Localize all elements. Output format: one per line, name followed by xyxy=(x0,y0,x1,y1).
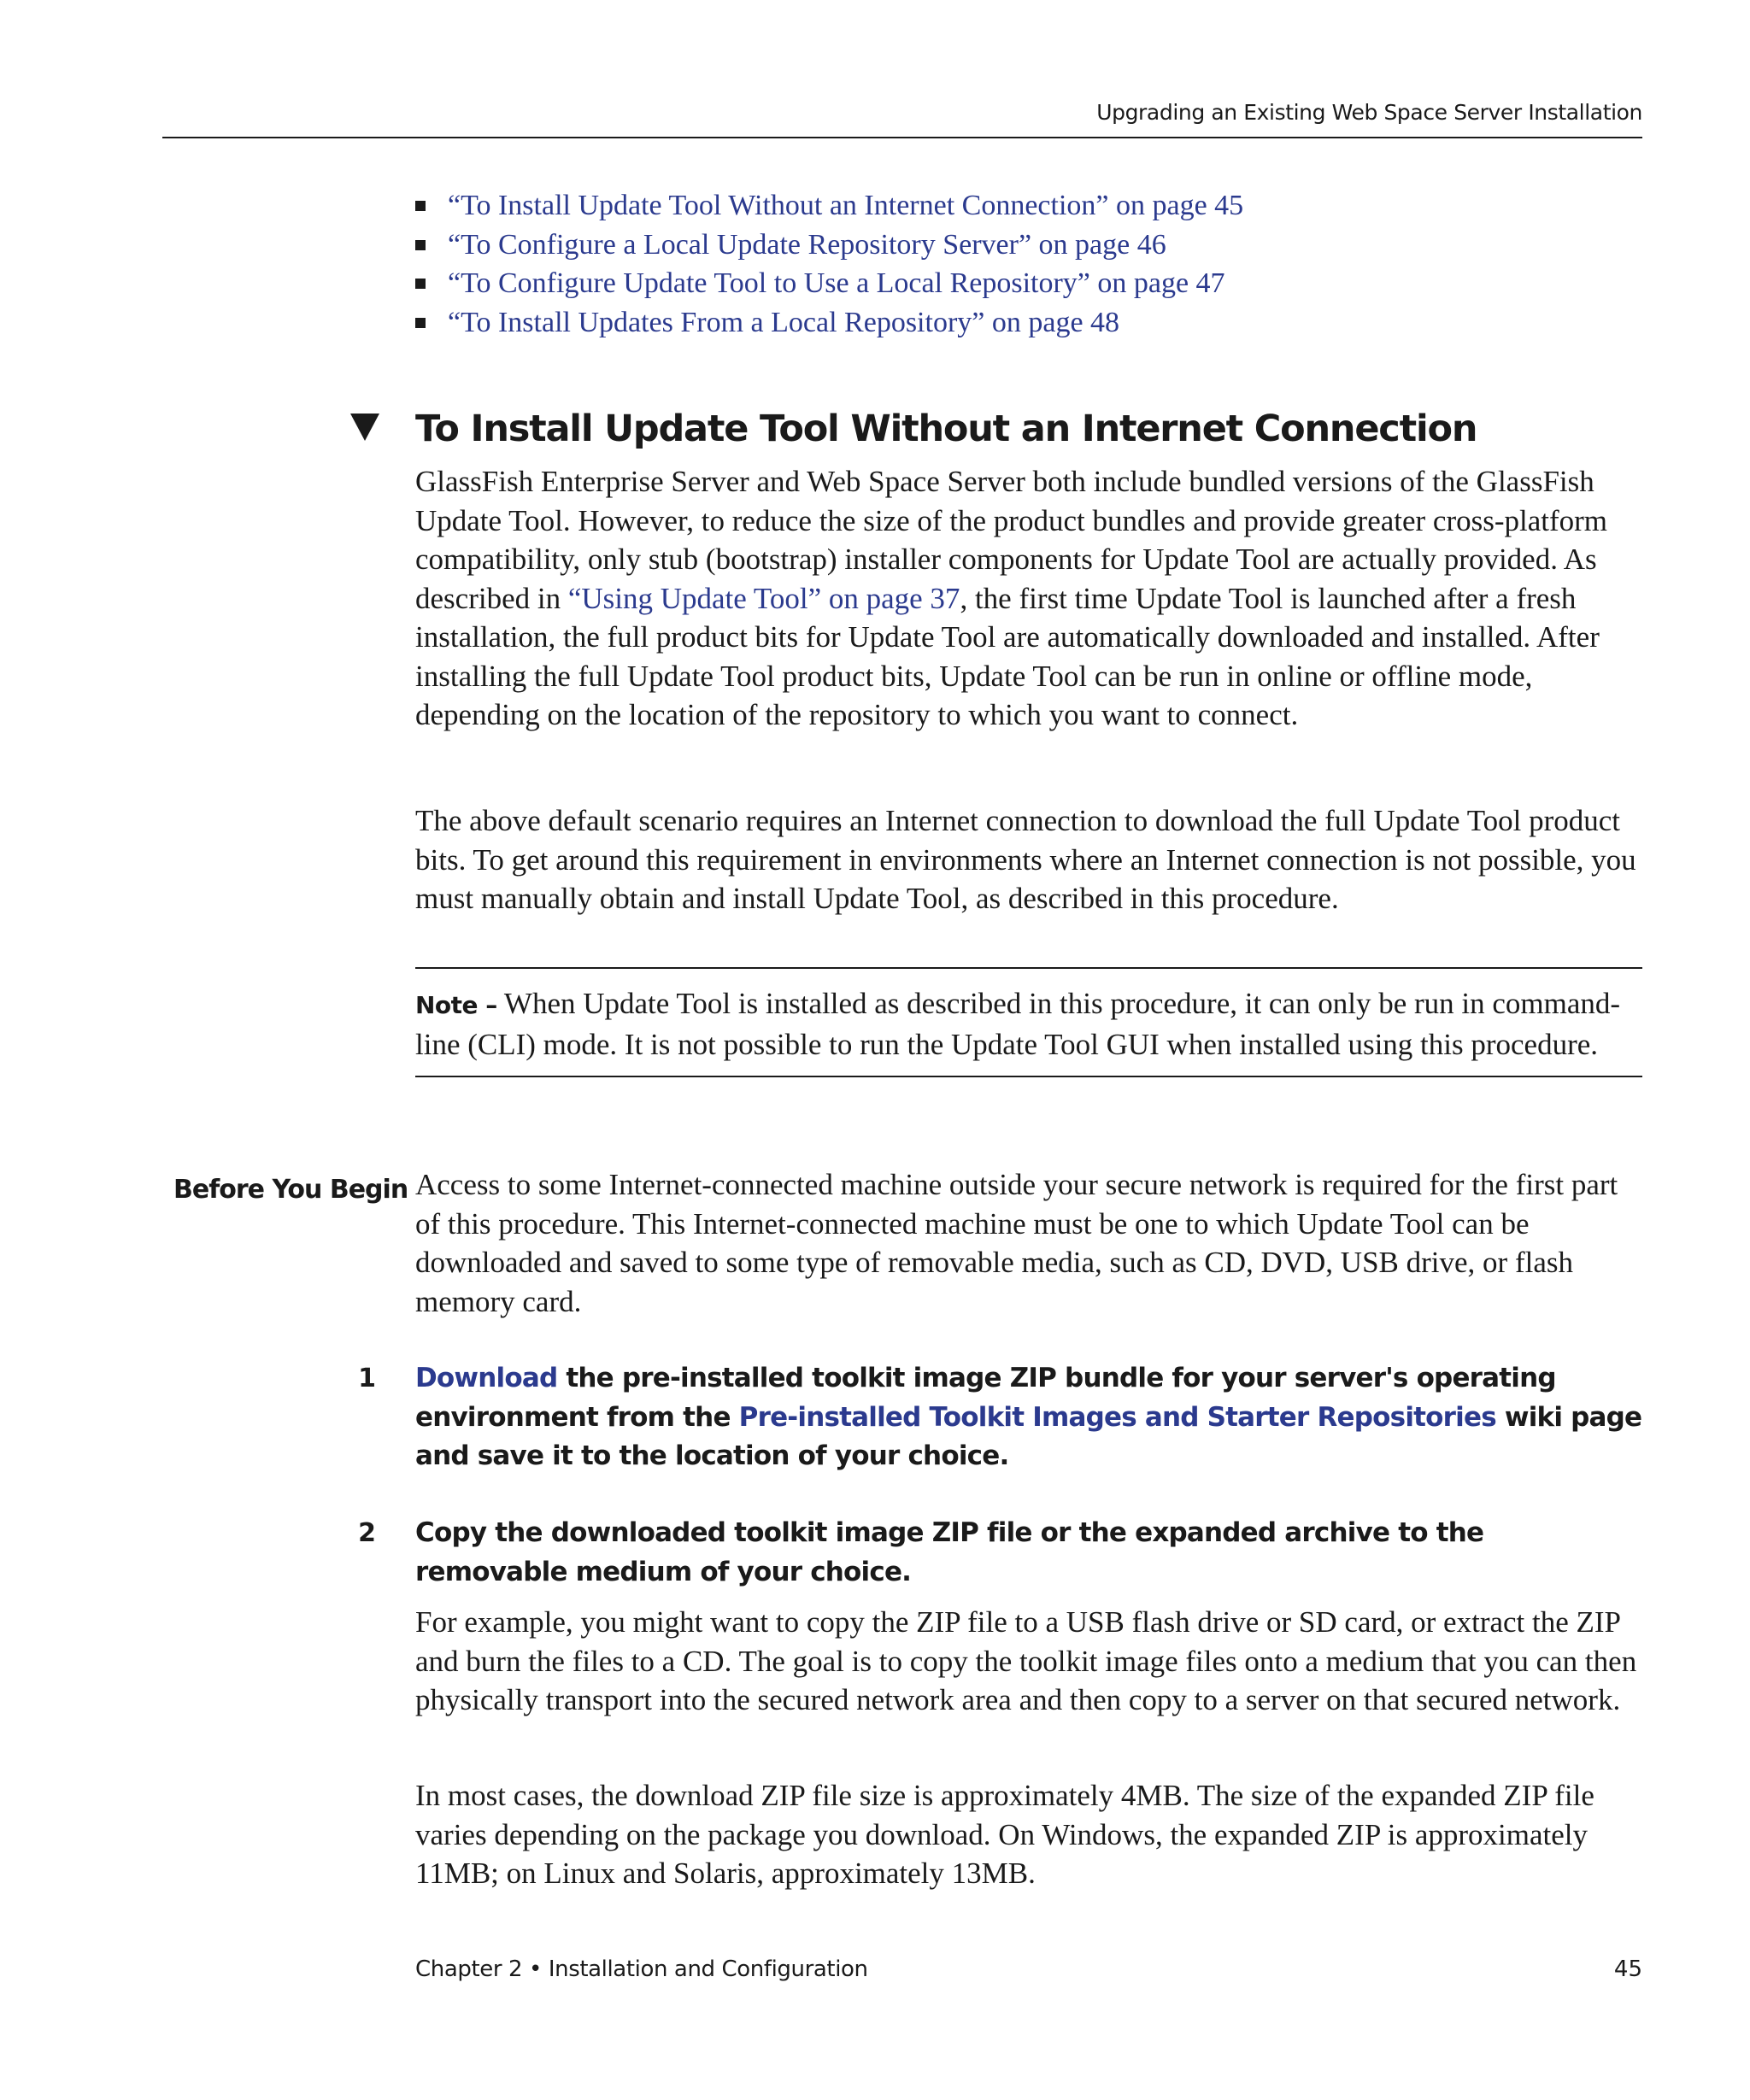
running-header-text: Upgrading an Existing Web Space Server Installation xyxy=(1096,100,1642,125)
footer-chapter-number: Chapter 2 xyxy=(415,1956,523,1982)
square-bullet-icon xyxy=(415,279,426,289)
note-paragraph xyxy=(415,984,1642,1064)
step-2-text: Copy the downloaded toolkit image ZIP file or the expanded archive to the removable medium of your choice. xyxy=(415,1517,1484,1587)
step-2-paragraph: For example, you might want to copy the ZIP file to a USB flash drive or SD card, or extract the ZIP and burn the files to a CD. The goal is to copy the toolkit image files onto a medium that you can then physically transport into the secured network area and then copy to a server on that secured network. xyxy=(415,1605,1637,1716)
intro-text-before-link: GlassFish Enterprise Server and Web Space Server both include bundled versions of the GlassFish Update Tool. However, to reduce the size of the product bundles and provide greater cross-platform compatibility, only stub (bootstrap) installer components for Update Tool are actually provided. As described in xyxy=(415,465,1608,615)
procedure-triangle-icon xyxy=(350,414,379,441)
download-link[interactable]: Download xyxy=(415,1363,558,1393)
step-1-text xyxy=(415,1359,1642,1476)
intro-paragraph xyxy=(415,462,1642,735)
square-bullet-icon xyxy=(415,201,426,211)
running-header xyxy=(162,89,1642,138)
before-you-begin-label: Before You Begin xyxy=(173,1175,408,1205)
note-text: When Update Tool is installed as described in this procedure, it can only be run in command-line (CLI) mode. It is not possible to run the Update Tool GUI when installed using this procedure. xyxy=(415,987,1621,1061)
intro-paragraph-2: The above default scenario requires an Internet connection to download the full Update Tool product bits. To get around this requirement in environments where an Internet connection is not possible, you must manually obtain and install Update Tool, as described in this procedure. xyxy=(415,804,1636,915)
step-1-text-part: wiki page and save it to the location of your choice. xyxy=(415,1401,1642,1471)
note-label: Note – xyxy=(415,991,497,1019)
step-number: 2 xyxy=(358,1518,376,1548)
using-update-tool-link[interactable]: “Using Update Tool” on page 37 xyxy=(567,581,960,615)
note-box xyxy=(415,967,1642,1077)
footer-chapter xyxy=(415,1956,868,1982)
toc-item xyxy=(415,303,1642,343)
before-you-begin-text: Access to some Internet-connected machine outside your secure network is required for the first part of this procedure. This Internet-connected machine must be one to which Update Tool can be downloaded and saved to some type of removable media, such as CD, DVD, USB drive, or flash memory card. xyxy=(415,1168,1618,1318)
section-title: To Install Update Tool Without an Internet Connection xyxy=(415,408,1477,450)
toc-link[interactable]: “To Configure Update Tool to Use a Local Repository” on page 47 xyxy=(448,267,1225,299)
footer-chapter-title: Installation and Configuration xyxy=(548,1956,868,1982)
toc-list xyxy=(415,186,1642,342)
step-1-text-part: the pre-installed toolkit image ZIP bundle for your server's operating environment from the xyxy=(415,1363,1556,1433)
toc-item xyxy=(415,264,1642,303)
toc-item xyxy=(415,186,1642,226)
square-bullet-icon xyxy=(415,318,426,328)
page-number: 45 xyxy=(1613,1956,1642,1982)
square-bullet-icon xyxy=(415,240,426,250)
footer-separator: • xyxy=(529,1956,542,1982)
toc-link[interactable]: “To Install Updates From a Local Repository” on page 48 xyxy=(448,306,1120,338)
step-number: 1 xyxy=(358,1364,376,1393)
toc-link[interactable]: “To Install Update Tool Without an Internet Connection” on page 45 xyxy=(448,190,1244,221)
toc-item xyxy=(415,226,1642,265)
intro-text-after-link: , the first time Update Tool is launched after a fresh installation, the full product bits for Update Tool are automatically downloaded and installed. After installing the full Update Tool product bits, Update Tool can be run in online or offline mode, depending on the location of the repository to which you want to connect. xyxy=(415,581,1600,731)
toolkit-images-wiki-link[interactable]: Pre-installed Toolkit Images and Starter Repositories xyxy=(738,1401,1496,1433)
toc-link[interactable]: “To Configure a Local Update Repository Server” on page 46 xyxy=(448,228,1166,261)
step-2-paragraph: In most cases, the download ZIP file size is approximately 4MB. The size of the expanded ZIP file varies depending on the package you download. On Windows, the expanded ZIP is approximately 11MB; on Linux and Solaris, approximately 13MB. xyxy=(415,1779,1594,1890)
